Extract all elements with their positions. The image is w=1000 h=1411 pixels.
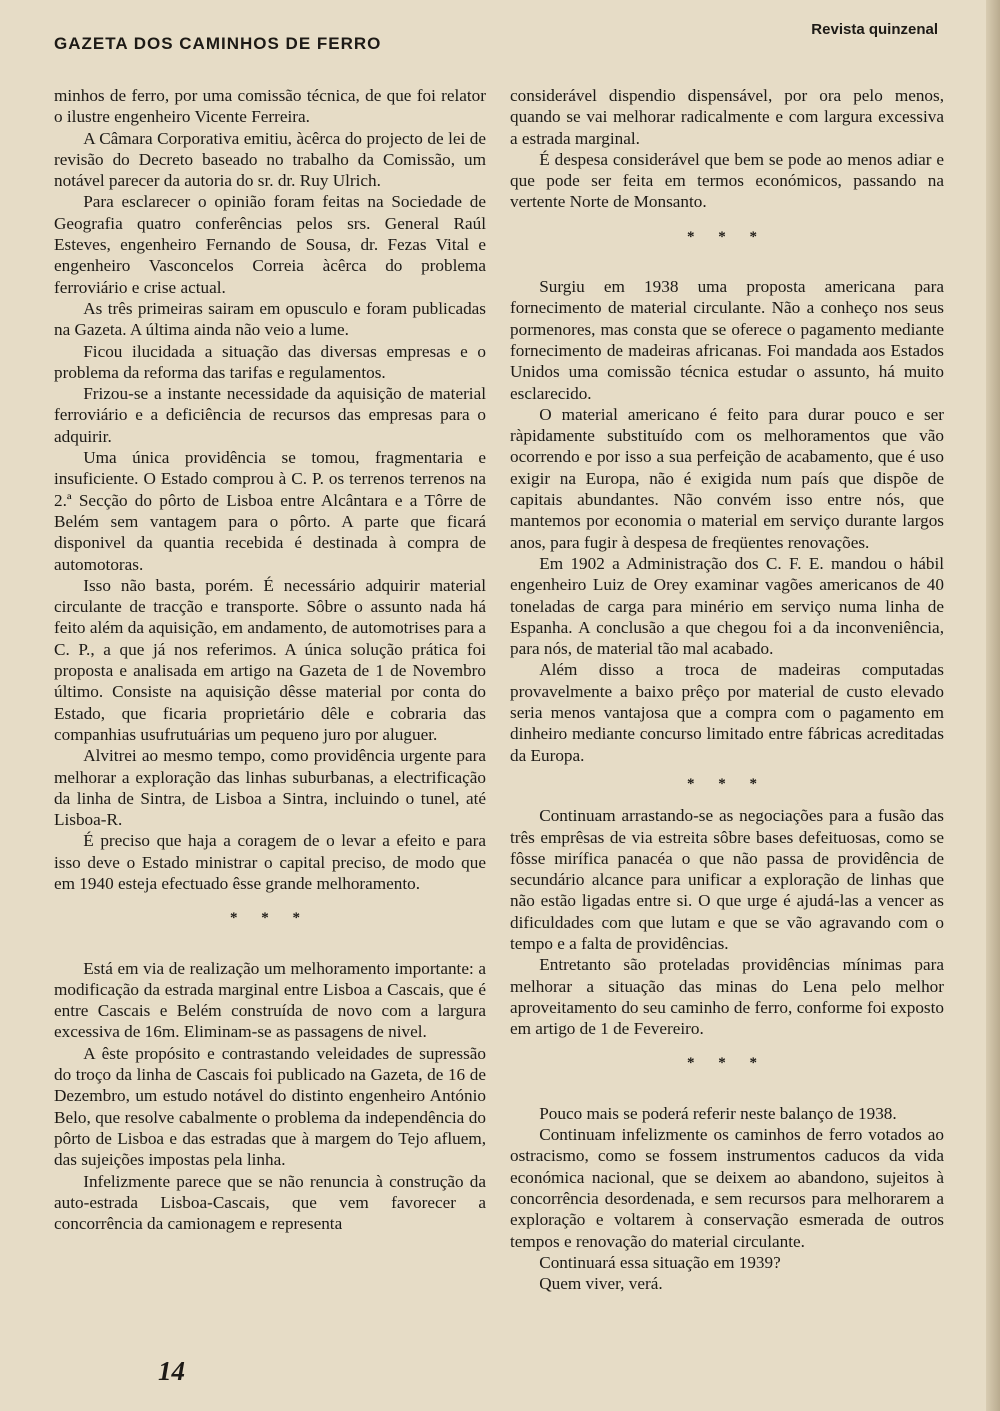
section-separator: * * * bbox=[687, 228, 767, 245]
paragraph: As três primeiras sairam em opusculo e foram publicadas na Gazeta. A última ainda não veio a lume. bbox=[54, 298, 486, 340]
page-header bbox=[54, 21, 938, 64]
paragraph: Frizou-se a instante necessidade da aquisição de material ferroviário e a deficiência de recursos das empresas para o adquirir. bbox=[54, 384, 486, 446]
paragraph: Continuam infelizmente os caminhos de ferro votados ao ostracismo, como se fossem instrumentos caducos da vida económica nacional, que se deixem ao abandono, sujeitos à concorrência desordenada, e sem recursos para melhorarem a exploração e voltarem à conservação esmerada de outros tempos e renovação do material circulante. bbox=[510, 1125, 944, 1251]
right-column bbox=[510, 85, 944, 1294]
paragraph: Alvitrei ao mesmo tempo, como providência urgente para melhorar a exploração das linhas suburbanas, a electrificação da linha de Sintra, de Lisboa a Sintra, incluindo o tunel, até Lisboa-R. bbox=[54, 746, 486, 830]
paragraph: Para esclarecer o opinião foram feitas na Sociedade de Geografia quatro conferências pelos srs. General Raúl Esteves, engenheiro Fernando de Sousa, dr. Fezas Vital e engenheiro Vasconcelos Correia àcêrca do problema ferroviário e crise actual. bbox=[54, 192, 486, 297]
paragraph: minhos de ferro, por uma comissão técnica, de que foi relator o ilustre engenheiro Vicente Ferreira. bbox=[54, 86, 486, 127]
paragraph: Ficou ilucidada a situação das diversas empresas e o problema da reforma das tarifas e regulamentos. bbox=[54, 341, 486, 382]
paragraph: Surgiu em 1938 uma proposta americana para fornecimento de material circulante. Não a conheço nos seus pormenores, mas consta que se oferece o pagamento mediante fornecimento de madeiras africanas. Foi mandada aos Estados Unidos uma comissão técnica estudar o assunto, há muito esclarecido. bbox=[510, 277, 944, 403]
left-column bbox=[54, 85, 486, 1234]
paragraph: A êste propósito e contrastando veleidades de supressão do troço da linha de Cascais foi publicado na Gazeta, de 16 de Dezembro, um estudo notável do distinto engenheiro António Belo, que resolve cabalmente o problema da independência do pôrto de Lisboa e das estradas que à margem do Tejo afluem, das sujeições impostas pela linha. bbox=[54, 1043, 486, 1170]
paragraph: Continuam arrastando-se as negociações para a fusão das três emprêsas de via estreita sôbre bases defeituosas, como se fôsse mirífica panacéa o que não passa de providência de secundário alcance para unificar a exploração de linhas que não estão ligadas entre si. O que urge é ajudá-las a vencer as dificuldades com que lutam e que se vão agravando com o tempo e a falta de providências. bbox=[510, 806, 944, 953]
paragraph: O material americano é feito para durar pouco e ser ràpidamente substituído com os melhoramentos que vão ocorrendo e por isso a sua perfeição de acabamento, que é uso exigir na Europa, não é exigida num país que dispõe de capitais abundantes. Não convém isso entre nós, que mantemos por economia o material em serviço durante largos anos, para fugir à despesa de freqüentes renovações. bbox=[510, 404, 944, 552]
paragraph: É despesa considerável que bem se pode ao menos adiar e que pode ser feita em termos económicos, passando na vertente Norte de Monsanto. bbox=[510, 149, 944, 212]
paragraph: Além disso a troca de madeiras computadas provavelmente a baixo prêço por material de custo elevado seria menos vantajosa que a compra com o pagamento em dinheiro mediante concurso limitado entre fábricas acreditadas da Europa. bbox=[510, 660, 944, 765]
paragraph: Infelizmente parece que se não renuncia à construção da auto-estrada Lisboa-Cascais, que vem favorecer a concorrência da camionagem e representa bbox=[54, 1171, 486, 1234]
paragraph: Entretanto são proteladas providências mínimas para melhorar a situação das minas do Lena pelo melhor aproveitamento do seu caminho de ferro, conforme foi exposto em artigo de 1 de Fevereiro. bbox=[510, 955, 944, 1039]
paragraph: Continuará essa situação em 1939? bbox=[539, 1252, 781, 1272]
paragraph: Pouco mais se poderá referir neste balanço de 1938. bbox=[539, 1103, 897, 1123]
journal-title: GAZETA DOS CAMINHOS DE FERRO bbox=[54, 34, 382, 53]
paragraph: Está em via de realização um melhoramento importante: a modificação da estrada marginal entre Lisboa a Cascais, que é entre Cascais e Belém construída de novo com a largura excessiva de 16m. Eliminam-se as passagens de nivel. bbox=[54, 958, 486, 1042]
paragraph: É preciso que haja a coragem de o levar a efeito e para isso deve o Estado ministrar o capital preciso, de modo que em 1940 esteja efectuado êsse grande melhoramento. bbox=[54, 831, 486, 893]
page-edge-shadow bbox=[986, 0, 1000, 1411]
paragraph: Quem viver, verá. bbox=[539, 1274, 663, 1294]
section-separator: * * * bbox=[687, 1055, 767, 1072]
paragraph: Isso não basta, porém. É necessário adquirir material circulante de tracção e transporte. Sôbre o assunto nada há feito além da aquisição, em andamento, de automotrises para a C. P., a que já nos referimos. A única solução prática foi proposta e analisada em artigo na Gazeta de 1 de Novembro último. Consiste na aquisição dêsse material por conta do Estado, que ficaria proprietário dêle e cobraria das companhias usufrutuárias um pequeno juro por aluguer. bbox=[54, 575, 486, 744]
page-number: 14 bbox=[158, 1356, 185, 1386]
issue-type-label: Revista quinzenal bbox=[811, 21, 938, 38]
paragraph: A Câmara Corporativa emitiu, àcêrca do projecto de lei de revisão do Decreto baseado no trabalho da Comissão, um notável parecer da autoria do sr. dr. Ruy Ulrich. bbox=[54, 128, 486, 191]
paragraph: considerável dispendio dispensável, por ora pelo menos, quando se vai melhorar radicalmente e com largura excessiva a estrada marginal. bbox=[510, 86, 944, 148]
section-separator: * * * bbox=[230, 910, 310, 927]
paragraph: Uma única providência se tomou, fragmentaria e insuficiente. O Estado comprou à C. P. os terrenos terrenos na 2.ª Secção do pôrto de Lisboa entre Alcântara e a Tôrre de Belém sem vantagem para o pôrto. A parte que ficará disponivel da quantia recebida é destinada à compra de automotoras. bbox=[54, 448, 486, 574]
paragraph: Em 1902 a Administração dos C. F. E. mandou o hábil engenheiro Luiz de Orey examinar vagões americanos de 40 toneladas de carga para minério em serviço numa linha de Espanha. A conclusão a que chegou foi a da inconveniência, para nós, de material tão mal acabado. bbox=[510, 553, 944, 659]
section-separator: * * * bbox=[687, 775, 767, 792]
